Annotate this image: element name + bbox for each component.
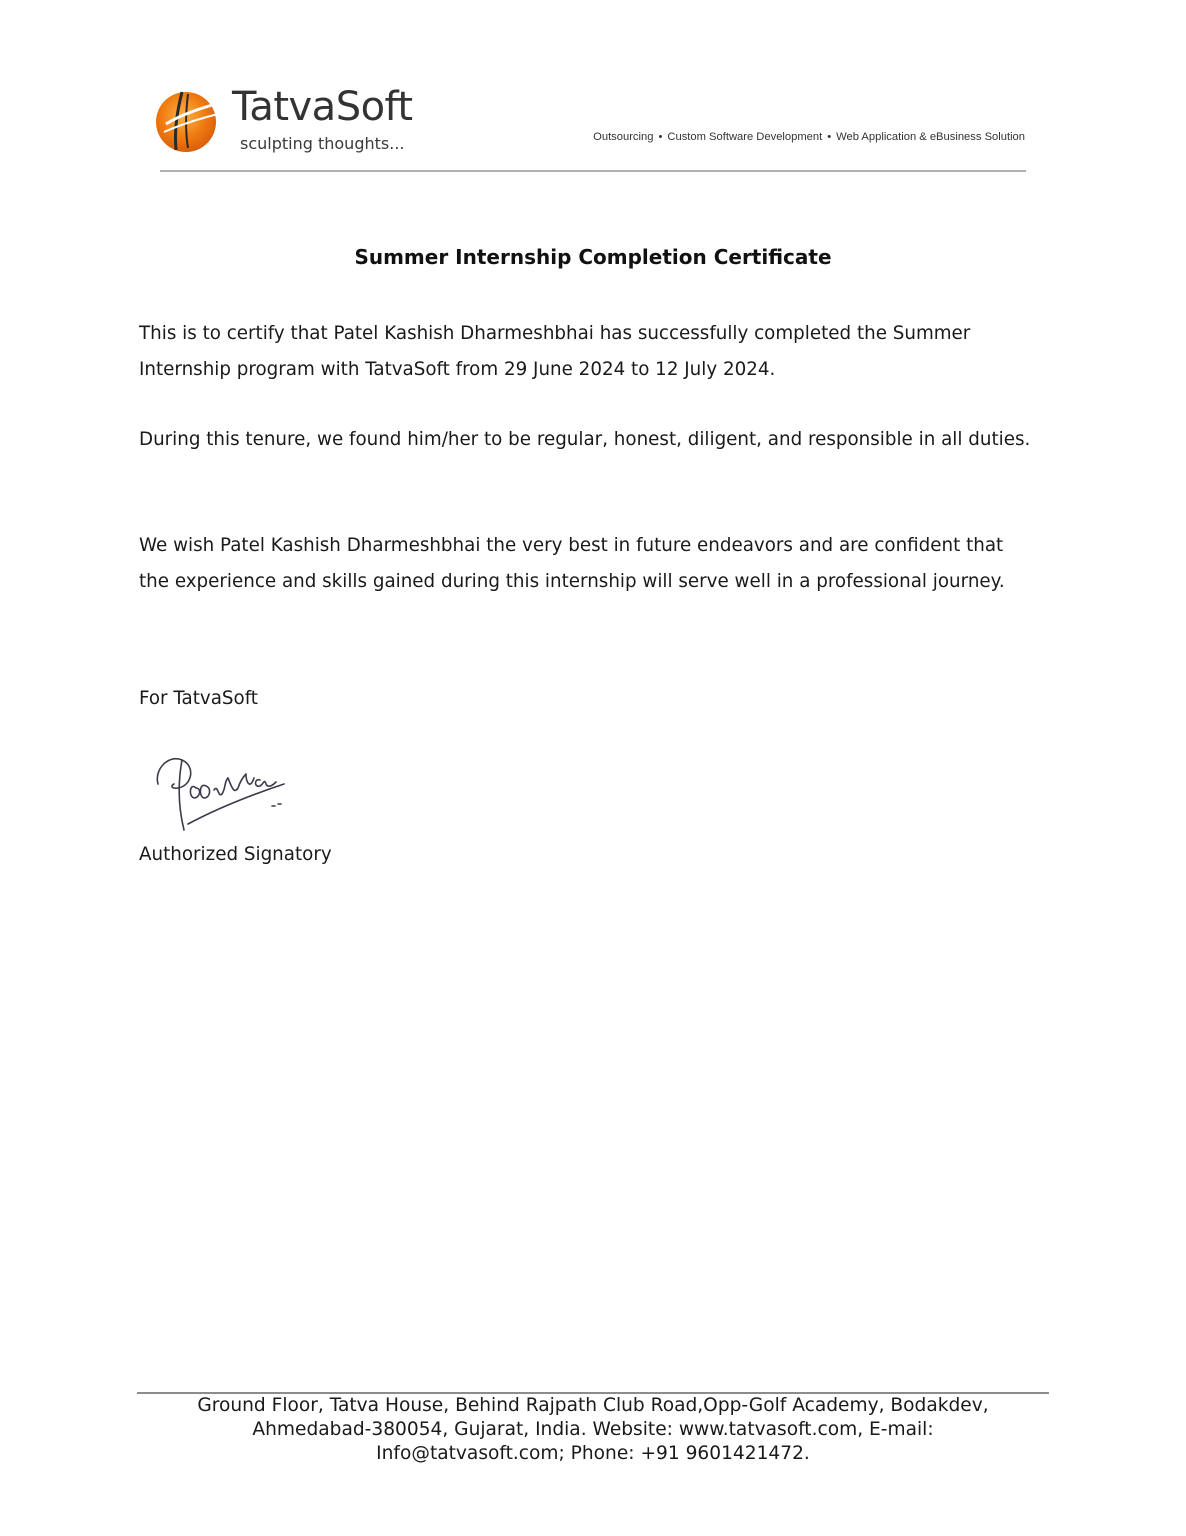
bullet-separator: • xyxy=(827,131,832,143)
authorized-signatory-label: Authorized Signatory xyxy=(139,844,332,865)
service-item: Web Application & eBusiness Solution xyxy=(836,131,1025,143)
service-item: Custom Software Development xyxy=(667,131,823,143)
services-line xyxy=(593,131,1025,143)
header-divider xyxy=(160,170,1026,172)
footer-line: Ground Floor, Tatva House, Behind Rajpath Club Road,Opp-Golf Academy, Bodakdev, xyxy=(197,1395,989,1416)
footer-line: Ahmedabad-380054, Gujarat, India. Website: www.tatvasoft.com, E-mail: xyxy=(252,1419,934,1440)
certificate-paragraph-2: During this tenure, we found him/her to be regular, honest, diligent, and responsible in all duties. xyxy=(139,429,1031,450)
service-item: Outsourcing xyxy=(593,131,654,143)
brand-tagline: sculpting thoughts... xyxy=(240,134,405,153)
footer-address xyxy=(137,1394,1049,1466)
certificate-title: Summer Internship Completion Certificate xyxy=(354,245,832,269)
company-logo xyxy=(152,82,452,162)
handwritten-signature xyxy=(148,748,293,840)
brand-name: TatvaSoft xyxy=(232,84,413,130)
certificate-paragraph-3: We wish Patel Kashish Dharmeshbhai the very best in future endeavors and are confident that the experience and skills gained during this internship will serve well in a professional journey. xyxy=(139,535,1005,592)
tatvasoft-logo-icon xyxy=(152,84,224,156)
footer-line: Info@tatvasoft.com; Phone: +91 9601421472. xyxy=(376,1443,810,1464)
certificate-paragraph-1: This is to certify that Patel Kashish Dharmeshbhai has successfully completed the Summer Internship program with TatvaSoft from 29 June 2024 to 12 July 2024. xyxy=(139,323,971,380)
bullet-separator: • xyxy=(658,131,663,143)
for-company-line: For TatvaSoft xyxy=(139,688,258,709)
